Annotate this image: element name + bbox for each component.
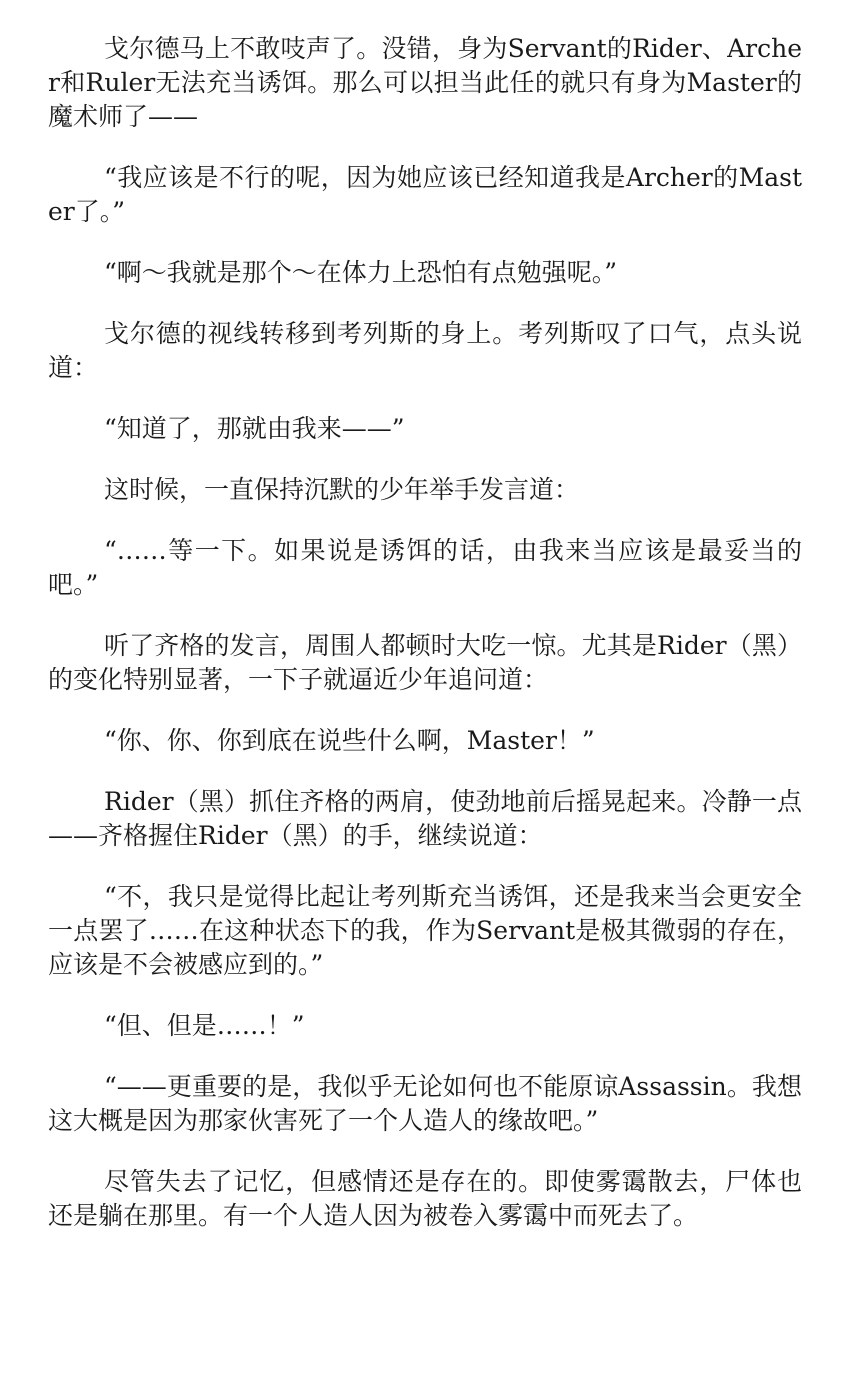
paragraph-11: “不，我只是觉得比起让考列斯充当诱饵，还是我来当会更安全一点罢了……在这种状态下的我，作为Servant是极其微弱的存在，应该是不会被感应到的。” [48,882,802,979]
paragraph-14: 尽管失去了记忆，但感情还是存在的。即使雾霭散去，尸体也还是躺在那里。有一个人造人因为被卷入雾霭中而死去了。 [48,1167,802,1230]
paragraph-2: “我应该是不行的呢，因为她应该已经知道我是Archer的Master了。” [48,163,802,226]
paragraph-12: “但、但是……！” [104,1011,305,1040]
paragraph-5: “知道了，那就由我来——” [104,414,405,443]
paragraph-10: Rider（黑）抓住齐格的两肩，使劲地前后摇晃起来。冷静一点——齐格握住Rider（黑）的手，继续说道： [48,787,802,850]
paragraph-3: “啊～我就是那个～在体力上恐怕有点勉强呢。” [104,258,618,287]
paragraph-6: 这时候，一直保持沉默的少年举手发言道： [104,475,580,504]
book-page-body [48,32,802,1260]
paragraph-9: “你、你、你到底在说些什么啊，Master！” [104,726,595,755]
paragraph-8: 听了齐格的发言，周围人都顿时大吃一惊。尤其是Rider（黑）的变化特别显著，一下子就逼近少年追问道： [48,631,802,694]
paragraph-1: 戈尔德马上不敢吱声了。没错，身为Servant的Rider、Archer和Ruler无法充当诱饵。那么可以担当此任的就只有身为Master的魔术师了—— [48,34,802,131]
paragraph-7: “……等一下。如果说是诱饵的话，由我来当应该是最妥当的吧。” [48,536,802,599]
paragraph-4: 戈尔德的视线转移到考列斯的身上。考列斯叹了口气，点头说道： [48,319,802,382]
paragraph-13: “——更重要的是，我似乎无论如何也不能原谅Assassin。我想这大概是因为那家伙害死了一个人造人的缘故吧。” [48,1072,802,1135]
